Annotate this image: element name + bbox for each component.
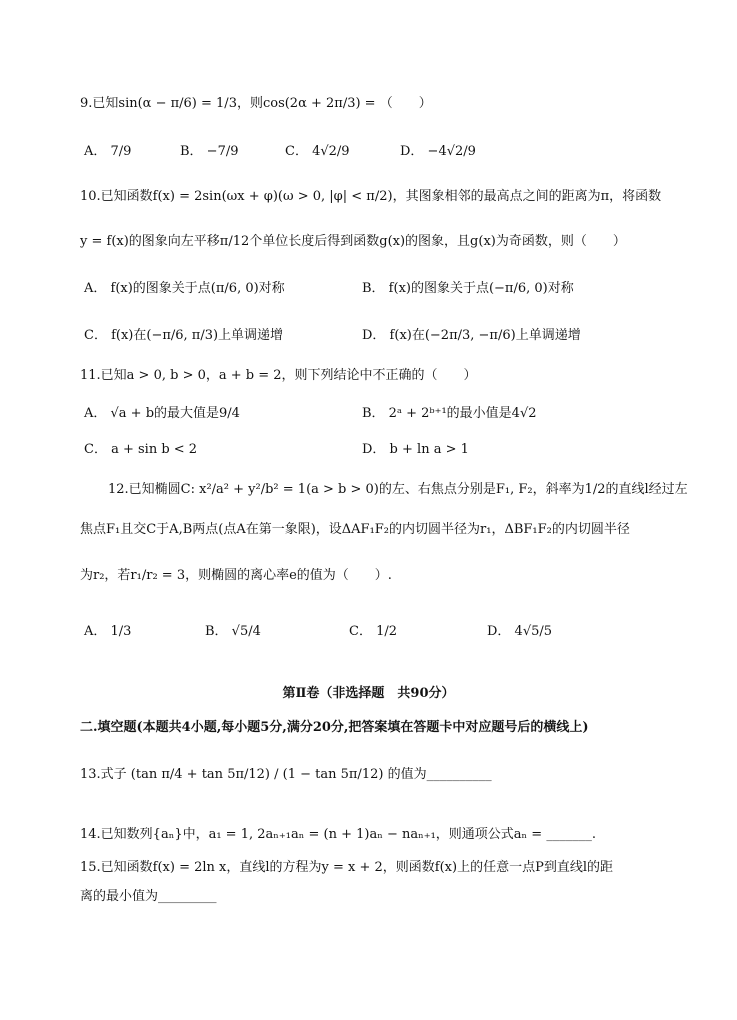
q11-option-d: D． b + ln a > 1 xyxy=(362,442,469,457)
q12-stem-line3: 为r₂，若r₁/r₂ = 3，则椭圆的离心率e的值为（ ）. xyxy=(80,568,392,583)
q11-option-b: B． 2ᵃ + 2ᵇ⁺¹的最小值是4√2 xyxy=(362,406,537,421)
q11-option-c: C． a + sin b < 2 xyxy=(84,442,198,457)
q12-option-a: A． 1/3 xyxy=(84,624,132,639)
q12-option-d: D． 4√5/5 xyxy=(487,624,553,639)
q15-line1: 15.已知函数f(x) = 2ln x，直线l的方程为y = x + 2，则函数f(x)上的任意一点P到直线l的距 xyxy=(80,860,613,875)
q10-option-b: B． f(x)的图象关于点(−π/6, 0)对称 xyxy=(362,281,574,296)
q12-option-b: B． √5/4 xyxy=(205,624,261,639)
q12-stem-line1: 12.已知椭圆C: x²/a² + y²/b² = 1(a > b > 0)的左、右焦点分别是F₁, F₂，斜率为1/2的直线l经过左 xyxy=(108,482,688,497)
q13: 13.式子 (tan π/4 + tan 5π/12) / (1 − tan 5π/12) 的值为__________ xyxy=(80,767,492,782)
q10-stem-line1: 10.已知函数f(x) = 2sin(ωx + φ)(ω > 0, |φ| < π/2)，其图象相邻的最高点之间的距离为π，将函数 xyxy=(80,189,662,204)
q9-option-d: D． −4√2/9 xyxy=(400,144,476,159)
q9-option-c: C． 4√2/9 xyxy=(285,144,350,159)
q12-option-c: C． 1/2 xyxy=(349,624,398,639)
section2-title: 第Ⅱ卷（非选择题 共90分） xyxy=(282,686,455,701)
q10-option-c: C． f(x)在(−π/6, π/3)上单调递增 xyxy=(84,328,284,343)
q10-option-d: D． f(x)在(−2π/3, −π/6)上单调递增 xyxy=(362,328,581,343)
q9-stem: 9.已知sin(α − π/6) = 1/3，则cos(2α + 2π/3) = （ ） xyxy=(80,96,432,111)
q11-stem: 11.已知a > 0, b > 0，a + b = 2，则下列结论中不正确的（ ） xyxy=(80,368,477,383)
q9-option-a: A． 7/9 xyxy=(84,144,132,159)
q14: 14.已知数列{aₙ}中，a₁ = 1, 2aₙ₊₁aₙ = (n + 1)aₙ − naₙ₊₁，则通项公式aₙ = _______. xyxy=(80,827,596,842)
q15-line2: 离的最小值为_________ xyxy=(80,889,217,904)
q11-option-a: A． √a + b的最大值是9/4 xyxy=(84,406,240,421)
q9-option-b: B． −7/9 xyxy=(180,144,239,159)
q10-stem-line2: y = f(x)的图象向左平移π/12个单位长度后得到函数g(x)的图象，且g(x)为奇函数，则（ ） xyxy=(80,234,626,249)
fill-section-header: 二.填空题(本题共4小题,每小题5分,满分20分,把答案填在答题卡中对应题号后的横线上) xyxy=(80,720,589,735)
q10-option-a: A． f(x)的图象关于点(π/6, 0)对称 xyxy=(84,281,285,296)
q12-stem-line2: 焦点F₁且交C于A,B两点(点A在第一象限)，设ΔAF₁F₂的内切圆半径为r₁，ΔBF₁F₂的内切圆半径 xyxy=(80,522,630,537)
